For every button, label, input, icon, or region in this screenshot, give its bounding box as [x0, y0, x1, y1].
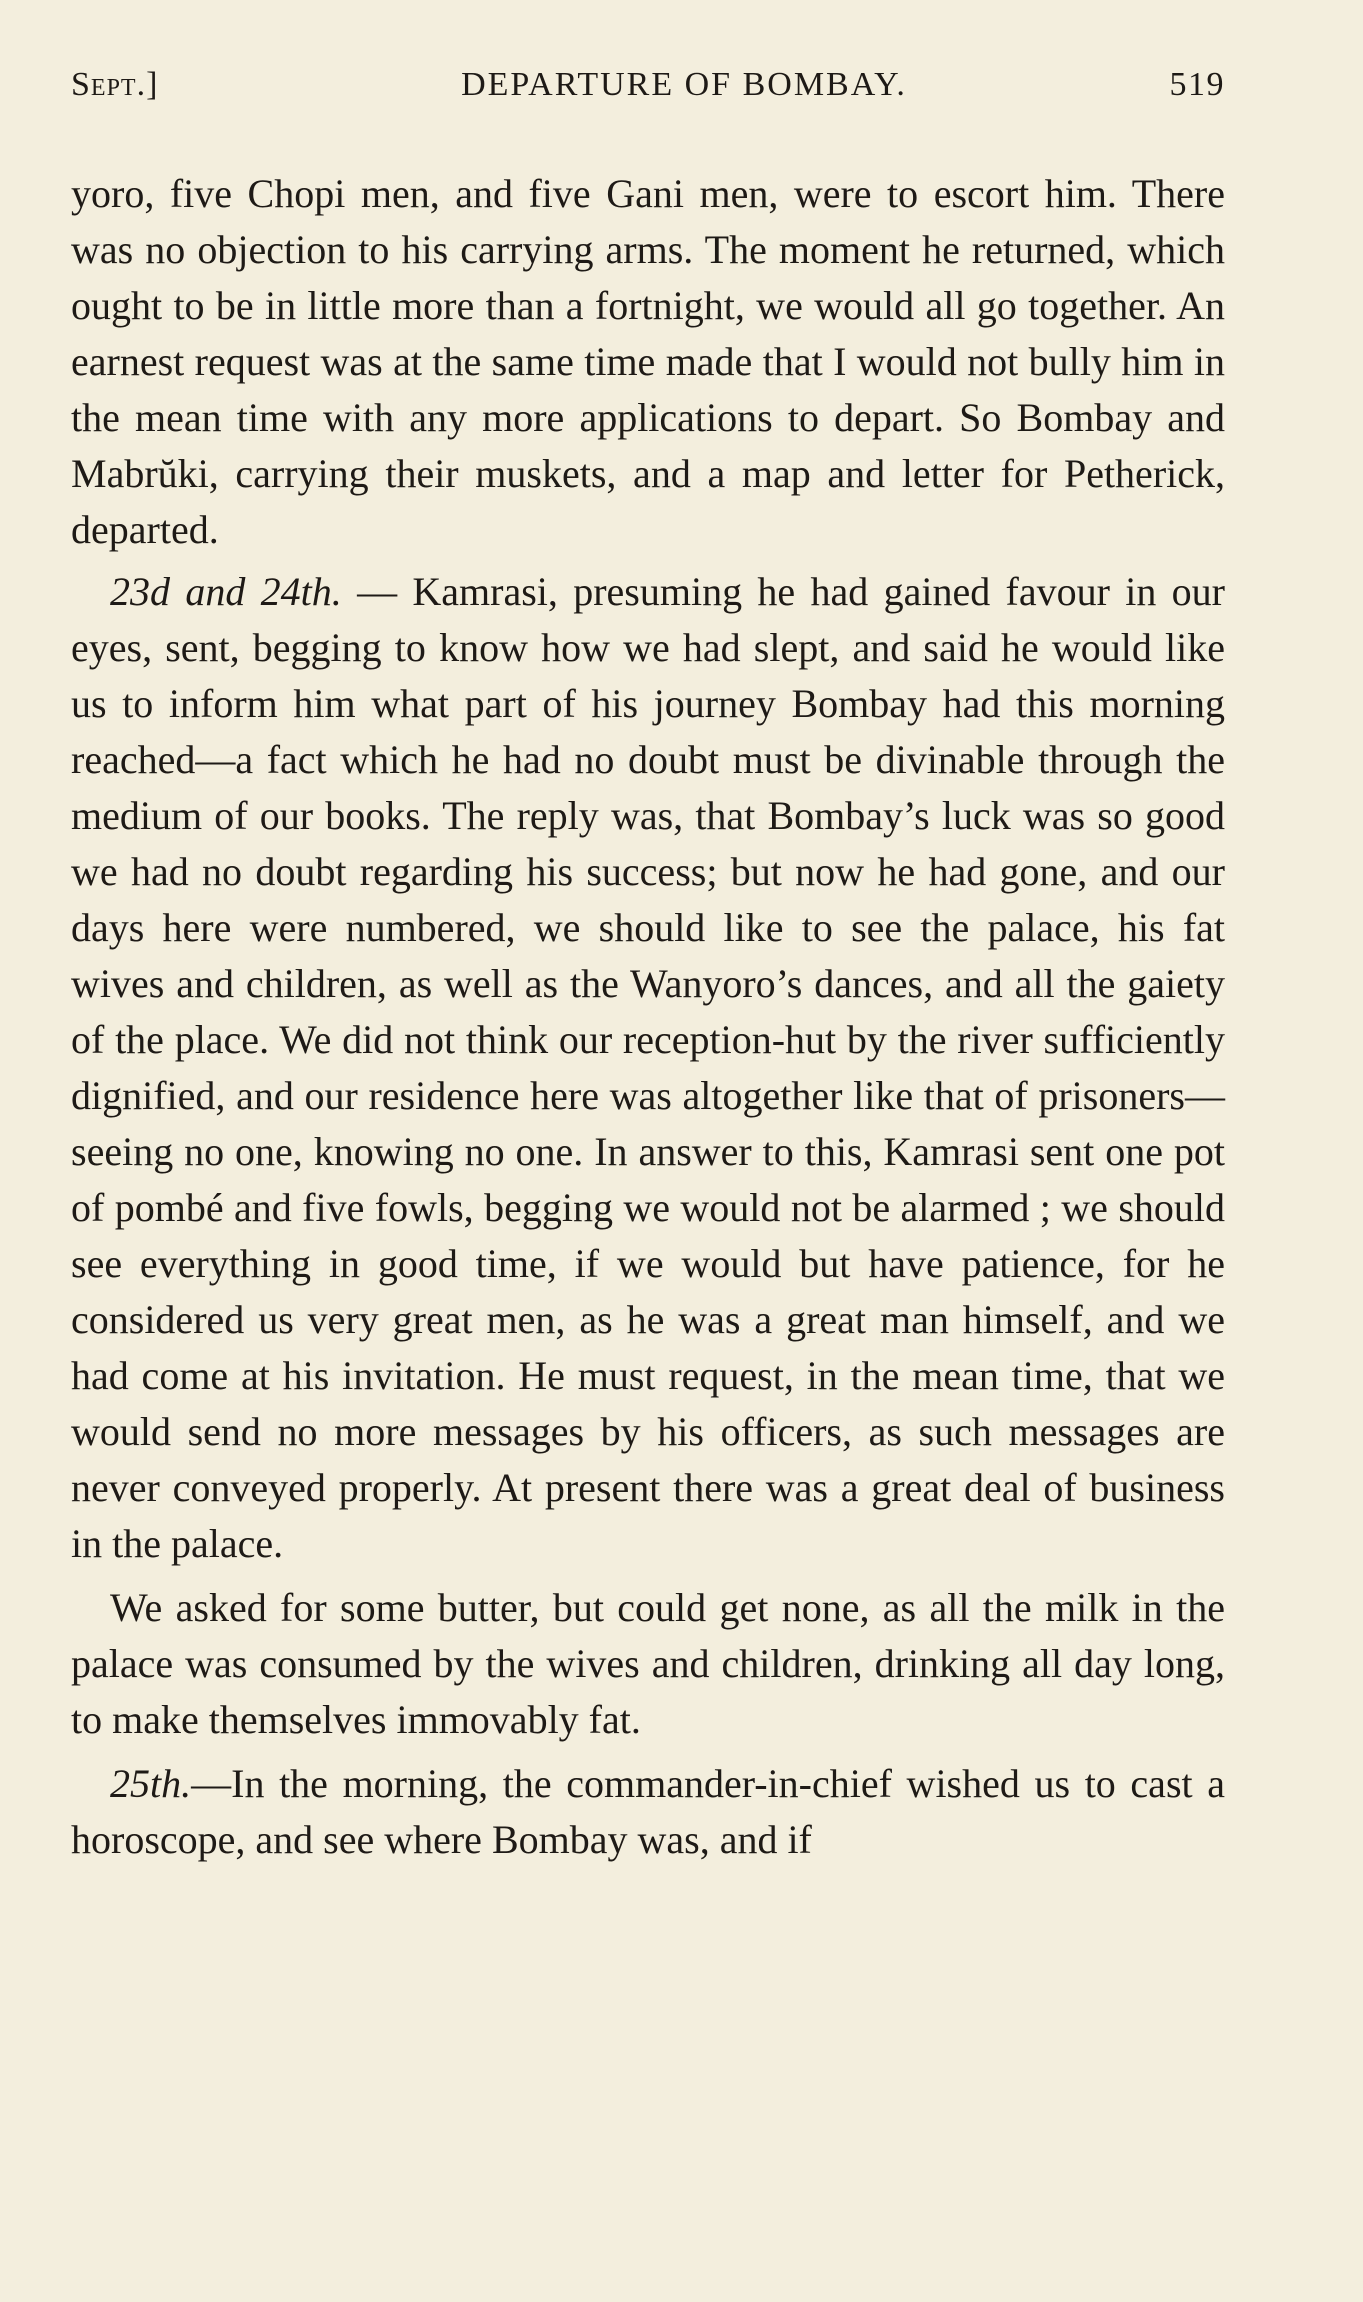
paragraph-4-date: 25th. — [110, 1761, 192, 1806]
running-head-month: Sept.] — [71, 66, 159, 103]
paragraph-3-text: We asked for some butter, but could get none, as all the milk in the palace was consumed by the wives and children, drinking all day long, to make themselves immovably fat. — [71, 1585, 1225, 1742]
paragraph-2-date: 23d and 24th. — [110, 569, 342, 614]
running-head — [71, 66, 1225, 122]
paragraph-3 — [71, 1580, 1225, 1748]
paragraph-4-text: —In the morning, the commander-in-chief wished us to cast a horoscope, and see where Bombay was, and if — [71, 1761, 1225, 1862]
paragraph-1-text: yoro, five Chopi men, and five Gani men, were to escort him. There was no objection to his carrying arms. The moment he returned, which ought to be in little more than a fortnight, we would all go together. An earnest request was at the same time made that I would not bully him in the mean time with any more applications to depart. So Bombay and Mabrŭki, carrying their muskets, and a map and letter for Petherick, departed. — [71, 171, 1225, 552]
body-text — [71, 166, 1225, 1868]
page-number: 519 — [1169, 66, 1225, 103]
running-head-title: DEPARTURE OF BOMBAY. — [461, 66, 907, 103]
paragraph-2-text: — Kamrasi, presuming he had gained favour in our eyes, sent, begging to know how we had slept, and said he would like us to inform him what part of his journey Bombay had this morning reached—a fact which he had no doubt must be divinable through the medium of our books. The reply was, that Bombay’s luck was so good we had no doubt regarding his success; but now he had gone, and our days here were numbered, we should like to see the palace, his fat wives and children, as well as the Wanyoro’s dances, and all the gaiety of the place. We did not think our reception-hut by the river sufficiently dignified, and our residence here was altogether like that of prisoners—seeing no one, knowing no one. In answer to this, Kamrasi sent one pot of pombé and five fowls, begging we would not be alarmed ; we should see everything in good time, if we would but have patience, for he considered us very great men, as he was a great man himself, and we had come at his invitation. He must request, in the mean time, that we would send no more messages by his officers, as such messages are never conveyed properly. At present there was a great deal of business in the palace. — [71, 569, 1225, 1566]
paragraph-2 — [71, 564, 1225, 1572]
paragraph-4 — [71, 1756, 1225, 1868]
paragraph-1 — [71, 166, 1225, 558]
